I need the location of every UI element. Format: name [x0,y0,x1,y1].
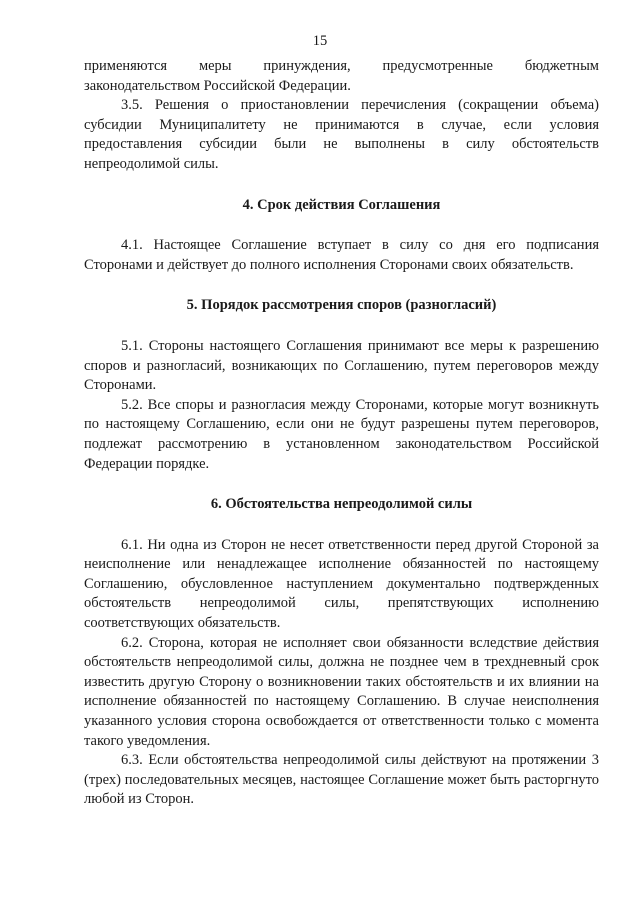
page-number: 15 [312,33,328,49]
paragraph-5-2: 5.2. Все споры и разногласия между Сторонами, которые могут возникнуть по настоящему Соглашению, если они не будут разрешены путем переговоров, подлежат рассмотрению в установленном законодательством Российской Федерации порядке. [84,396,599,472]
paragraph-4-1: 4.1. Настоящее Соглашение вступает в силу со дня его подписания Сторонами и действует до полного исполнения Сторонами своих обязательств. [84,237,599,273]
section-heading-4: 4. Срок действия Соглашения [242,196,441,213]
paragraph-3-5: 3.5. Решения о приостановлении перечисления (сокращении объема) субсидии Муниципалитету не принимаются в случае, если условия предоставления субсидии были не выполнены в силу обстоятельств непреодолимой силы. [84,97,599,172]
paragraph-6-2: 6.2. Сторона, которая не исполняет свои обязанности вследствие действия обстоятельств непреодолимой силы, должна не позднее чем в трехдневный срок известить другую Сторону о возникновении таких обстоятельств и их влиянии на исполнение обязанностей по настоящему Соглашению. В случае неисполнения указанного условия сторона освобождается от ответственности только с момента такого уведомления. [84,634,599,749]
section-heading-6: 6. Обстоятельства непреодолимой силы [210,496,473,513]
section-heading-5: 5. Порядок рассмотрения споров (разногласий) [186,297,497,314]
paragraph-5-1: 5.1. Стороны настоящего Соглашения принимают все меры к разрешению споров и разногласий, возникающих по Соглашению, путем переговоров между Сторонами. [84,337,599,394]
document-body [84,57,599,810]
paragraph-6-1: 6.1. Ни одна из Сторон не несет ответственности перед другой Стороной за неисполнение или ненадлежащее исполнение обязанностей по настоящему Соглашению, обусловленное наступлением документально подтвержденных обстоятельств непреодолимой силы, препятствующих исполнению соответствующих обязательств. [84,536,599,632]
paragraph: применяются меры принуждения, предусмотренные бюджетным законодательством Российской Федерации. [84,58,599,94]
paragraph-6-3: 6.3. Если обстоятельства непреодолимой силы действуют на протяжении 3 (трех) последовательных месяцев, настоящее Соглашение может быть расторгнуто любой из Сторон. [84,752,599,808]
